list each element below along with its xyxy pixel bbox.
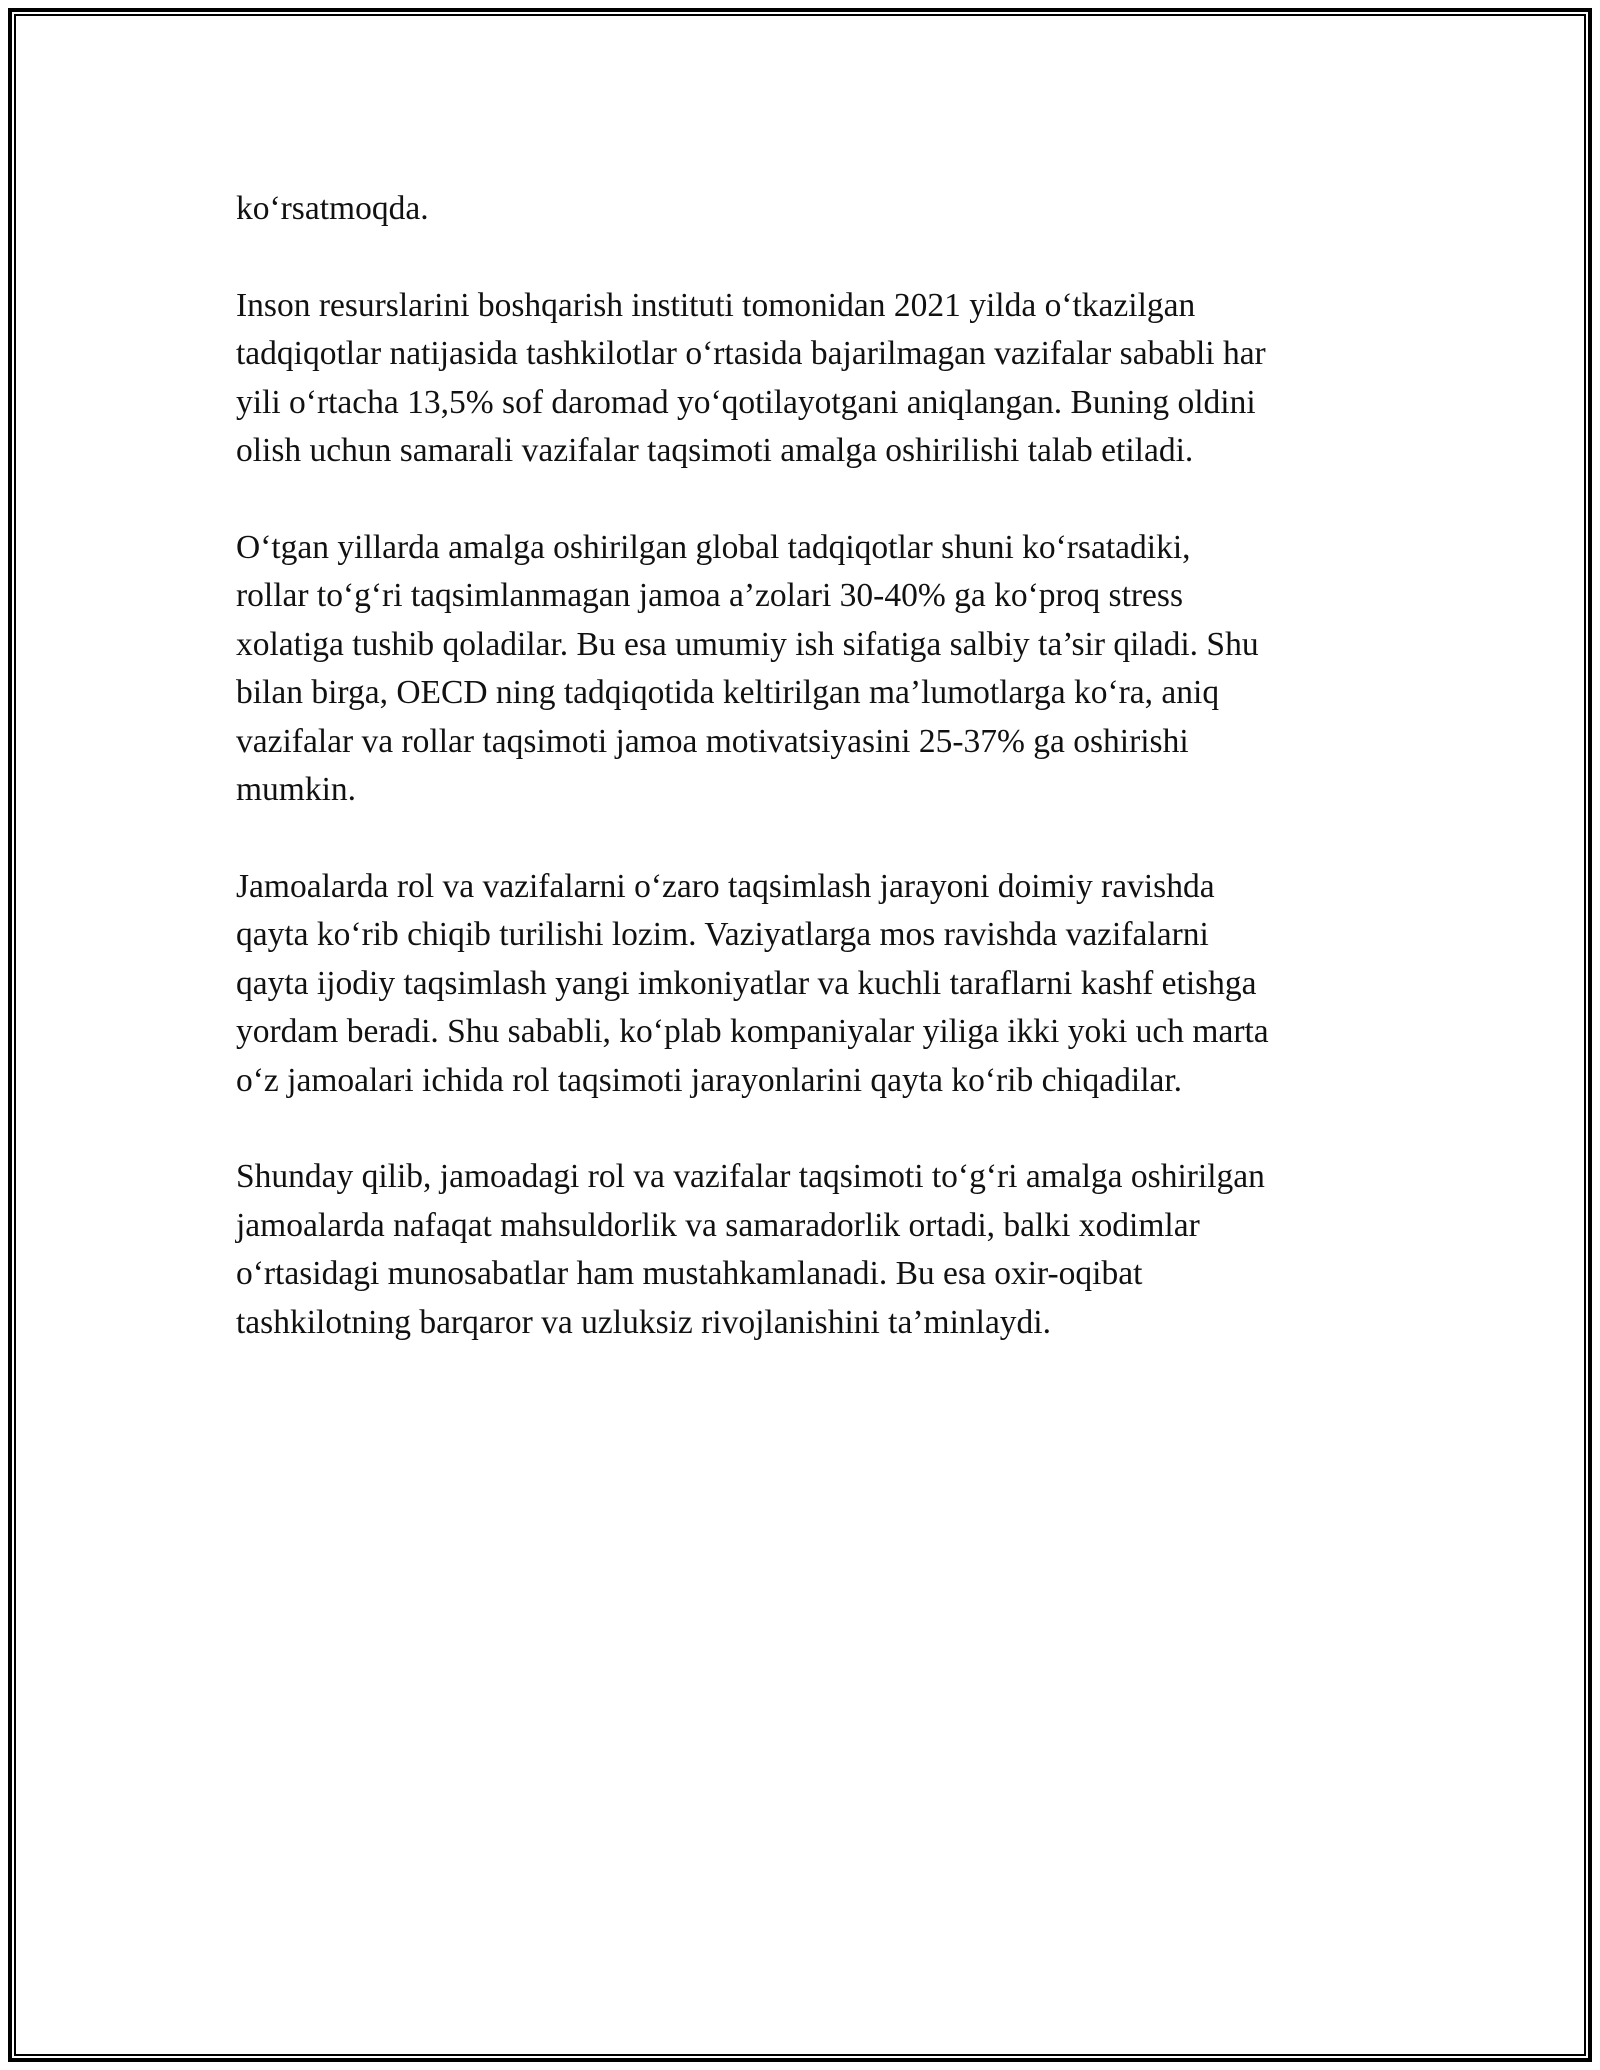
- paragraph-5: Shunday qilib, jamoadagi rol va vazifalar taqsimoti to‘g‘ri amalga oshirilgan jamoalarda nafaqat mahsuldorlik va samaradorlik ortadi, balki xodimlar o‘rtasidagi munosabatlar ham mustahkamlanadi. Bu esa oxir-oqibat tashkilotning barqaror va uzluksiz rivojlanishini ta’minlaydi.: [236, 1158, 1265, 1341]
- paragraph-3: O‘tgan yillarda amalga oshirilgan global tadqiqotlar shuni ko‘rsatadiki, rollar to‘g‘ri taqsimlanmagan jamoa a’zolari 30-40% ga ko‘proq stress xolatiga tushib qoladilar. Bu esa umumiy ish sifatiga salbiy ta’sir qiladi. Shu bilan birga, OECD ning tadqiqotida keltirilgan ma’lumotlarga ko‘ra, aniq vazifalar va rollar taqsimoti jamoa motivatsiyasini 25-37% ga oshirishi mumkin.: [236, 528, 1259, 808]
- paragraph-2: Inson resurslarini boshqarish instituti tomonidan 2021 yilda o‘tkazilgan tadqiqotlar natijasida tashkilotlar o‘rtasida bajarilmagan vazifalar sababli har yili o‘rtacha 13,5% sof daromad yo‘qotilayotgani aniqlangan. Buning oldini olish uchun samarali vazifalar taqsimoti amalga oshirilishi talab etiladi.: [236, 286, 1266, 469]
- paragraph-4: Jamoalarda rol va vazifalarni o‘zaro taqsimlash jarayoni doimiy ravishda qayta ko‘rib chiqib turilishi lozim. Vaziyatlarga mos ravishda vazifalarni qayta ijodiy taqsimlash yangi imkoniyatlar va kuchli taraflarni kashf etishga yordam beradi. Shu sababli, ko‘plab kompaniyalar yiliga ikki yoki uch marta o‘z jamoalari ichida rol taqsimoti jarayonlarini qayta ko‘rib chiqadilar.: [236, 867, 1269, 1099]
- paragraph-1: ko‘rsatmoqda.: [236, 190, 429, 227]
- document-body: [236, 185, 1386, 1395]
